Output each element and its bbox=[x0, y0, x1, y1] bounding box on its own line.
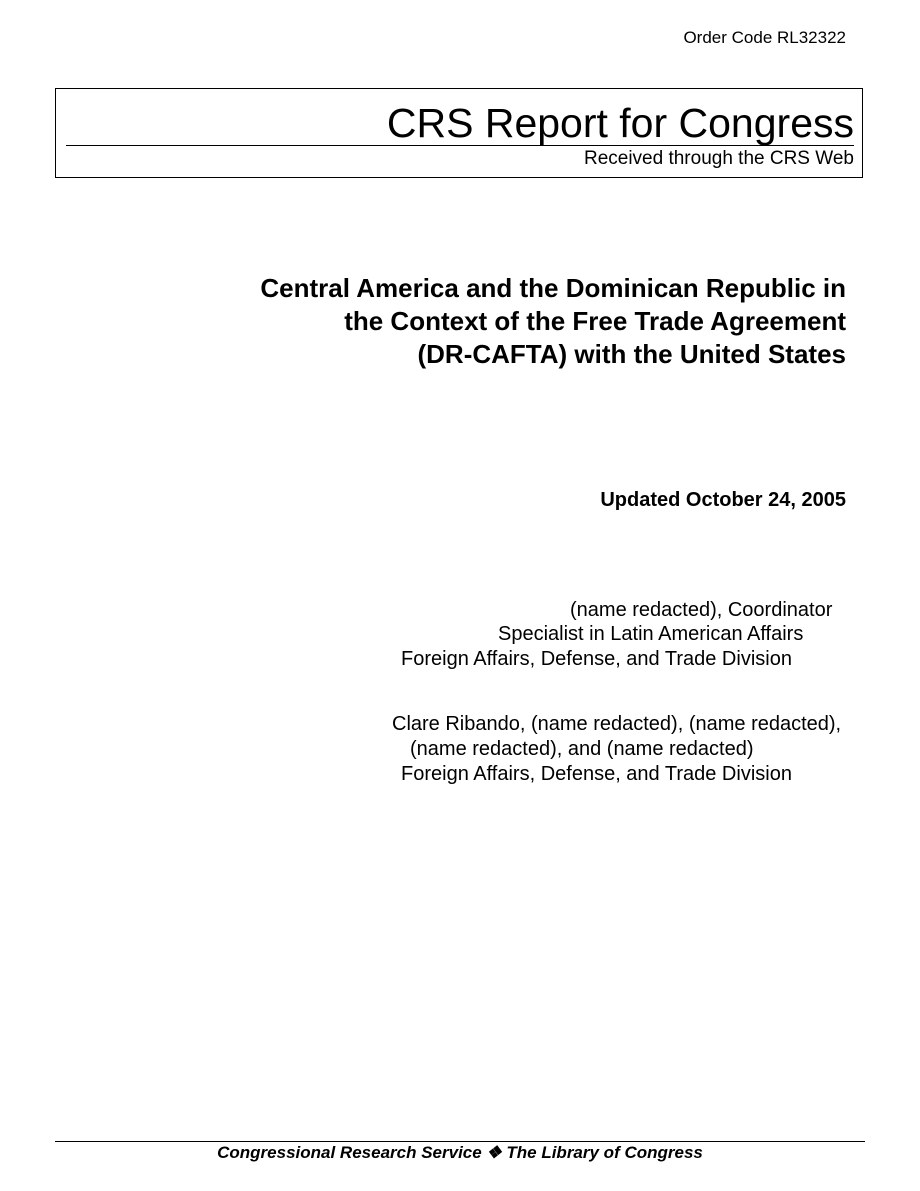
coordinator-title: Specialist in Latin American Affairs bbox=[498, 623, 804, 645]
footer-text: Congressional Research Service ❖ The Library of Congress bbox=[217, 1143, 703, 1162]
header-divider bbox=[66, 145, 854, 146]
report-title-line-3: (DR-CAFTA) with the United States bbox=[417, 339, 846, 369]
report-title bbox=[126, 272, 846, 371]
report-title-line-2: the Context of the Free Trade Agreement bbox=[344, 306, 846, 336]
coordinator-division: Foreign Affairs, Defense, and Trade Division bbox=[401, 648, 792, 670]
contributors-line-1: Clare Ribando, (name redacted), (name redacted), bbox=[392, 713, 842, 735]
footer-divider bbox=[55, 1141, 865, 1142]
coordinator-name: (name redacted), Coordinator bbox=[570, 599, 833, 621]
contributors-division: Foreign Affairs, Defense, and Trade Division bbox=[401, 763, 792, 785]
report-header-box bbox=[55, 88, 863, 178]
contributors-line-2: (name redacted), and (name redacted) bbox=[410, 738, 754, 760]
updated-date: Updated October 24, 2005 bbox=[600, 489, 846, 511]
report-title-line-1: Central America and the Dominican Republic in bbox=[260, 273, 846, 303]
order-code: Order Code RL32322 bbox=[683, 28, 846, 47]
header-title: CRS Report for Congress bbox=[386, 100, 854, 146]
header-subtitle: Received through the CRS Web bbox=[583, 148, 854, 169]
